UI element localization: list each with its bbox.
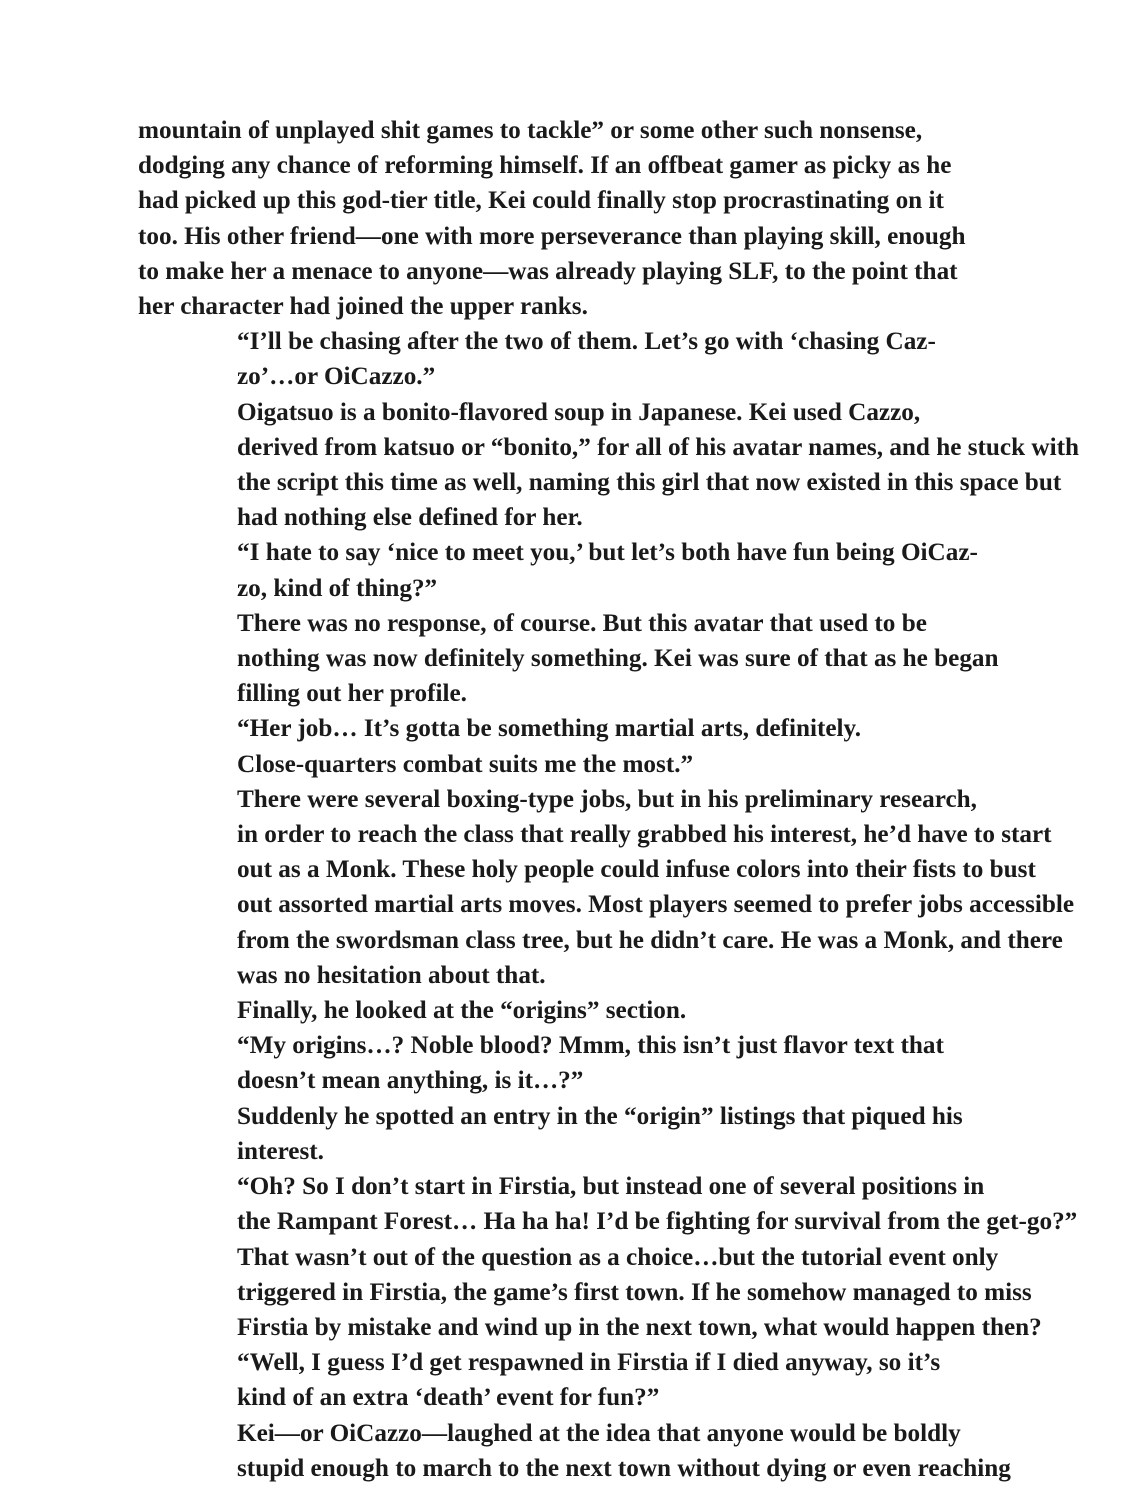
text-line: mountain of unplayed shit games to tackle” or some other such nonsense,: [138, 117, 923, 144]
text-line: her character had joined the upper ranks.: [138, 293, 588, 321]
paragraph: [138, 782, 1075, 993]
text-line: was no hesitation about that.: [237, 961, 546, 989]
text-line: to make her a menace to anyone—was already playing SLF, to the point that: [138, 257, 958, 285]
text-line: in order to reach the class that really grabbed his interest, he’d have to start: [237, 821, 1052, 849]
text-line: derived from katsuo or “bonito,” for all of his avatar names, and he stuck with: [237, 433, 1079, 461]
paragraph: [138, 535, 1050, 605]
text-line: “Oh? So I don’t start in Firstia, but instead one of several positions in: [237, 1173, 985, 1201]
text-line: out assorted martial arts moves. Most players seemed to prefer jobs accessible: [237, 891, 1075, 919]
text-line: Close-quarters combat suits me the most.”: [237, 750, 694, 778]
text-line: “Her job… It’s gotta be something martial arts, definitely.: [237, 715, 862, 743]
text-line: zo’…or OiCazzo.”: [237, 363, 436, 391]
paragraph: [138, 1169, 1078, 1345]
text-line: Finally, he looked at the “origins” section.: [237, 997, 687, 1025]
text-line: out as a Monk. These holy people could infuse colors into their fists to bust: [237, 856, 1036, 884]
text-line: kind of an extra ‘death’ event for fun?”: [237, 1384, 660, 1412]
paragraph: [138, 1416, 1050, 1486]
text-line: nothing was now definitely something. Kei was sure of that as he began: [237, 645, 999, 673]
paragraph: [138, 993, 1050, 1028]
text-line: “I hate to say ‘nice to meet you,’ but let’s both have fun being OiCaz-: [237, 539, 978, 567]
text-line: filling out her profile.: [237, 680, 467, 708]
text-line: the script this time as well, naming this girl that now existed in this space but: [237, 469, 1062, 497]
text-line: triggered in Firstia, the game’s first town. If he somehow managed to miss: [237, 1278, 1032, 1306]
text-line: There were several boxing-type jobs, but in his preliminary research,: [237, 785, 977, 813]
document-page: [138, 113, 1079, 1486]
paragraph: [138, 711, 1050, 781]
text-line: That wasn’t out of the question as a choice…but the tutorial event only: [237, 1243, 999, 1271]
text-line: “Well, I guess I’d get respawned in Firstia if I died anyway, so it’s: [237, 1349, 941, 1377]
paragraph: [138, 324, 1050, 394]
text-line: Firstia by mistake and wind up in the next town, what would happen then?: [237, 1313, 1042, 1341]
paragraph: [138, 395, 1079, 536]
text-line: had picked up this god-tier title, Kei could finally stop procrastinating on it: [138, 187, 944, 215]
text-line: Suddenly he spotted an entry in the “origin” listings that piqued his: [237, 1102, 963, 1130]
paragraph: [138, 113, 1050, 324]
text-line: had nothing else defined for her.: [237, 504, 583, 532]
paragraph: [138, 1345, 1050, 1415]
text-line: Oigatsuo is a bonito-flavored soup in Japanese. Kei used Cazzo,: [237, 398, 921, 426]
text-line: doesn’t mean anything, is it…?”: [237, 1067, 584, 1095]
text-line: Kei—or OiCazzo—laughed at the idea that anyone would be boldly: [237, 1419, 961, 1447]
paragraph: [138, 606, 1050, 712]
text-line: interest.: [237, 1137, 324, 1165]
text-line: zo, kind of thing?”: [237, 574, 438, 602]
text-line: dodging any chance of reforming himself. If an offbeat gamer as picky as he: [138, 152, 952, 180]
text-line: the Rampant Forest… Ha ha ha! I’d be fighting for survival from the get-go?”: [237, 1208, 1078, 1236]
text-line: “My origins…? Noble blood? Mmm, this isn’t just flavor text that: [237, 1032, 944, 1060]
text-line: from the swordsman class tree, but he didn’t care. He was a Monk, and there: [237, 926, 1063, 954]
text-line: too. His other friend—one with more perseverance than playing skill, enough: [138, 222, 966, 250]
text-line: stupid enough to march to the next town without dying or even reaching: [237, 1454, 1011, 1482]
text-line: “I’ll be chasing after the two of them. Let’s go with ‘chasing Caz-: [237, 328, 936, 356]
text-line: There was no response, of course. But this avatar that used to be: [237, 609, 927, 637]
paragraph: [138, 1099, 1050, 1169]
paragraph: [138, 1028, 1050, 1098]
